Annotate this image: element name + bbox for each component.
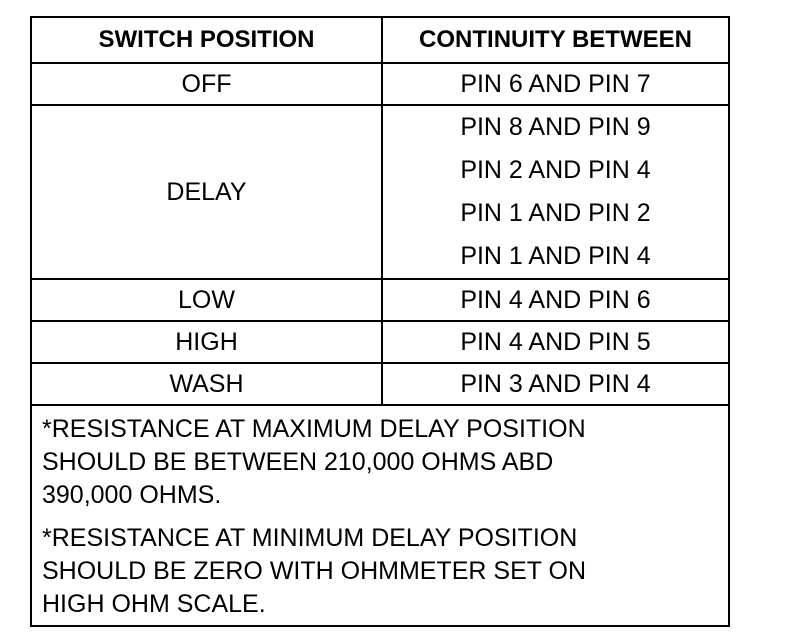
table-row (32, 279, 728, 321)
resistance-notes (32, 408, 728, 631)
table-row (32, 321, 728, 363)
continuity-cell: PIN 6 AND PIN 7 (382, 63, 728, 105)
table-row (32, 63, 728, 105)
switch-position-cell: WASH (32, 363, 382, 405)
continuity-item: PIN 1 AND PIN 2 (460, 199, 651, 227)
continuity-cell: PIN 3 AND PIN 4 (382, 363, 728, 405)
note-line: *RESISTANCE AT MINIMUM DELAY POSITION (42, 524, 578, 552)
table-row (32, 363, 728, 405)
table-row (32, 105, 728, 279)
continuity-item: PIN 1 AND PIN 4 (460, 242, 651, 270)
continuity-cell: PIN 4 AND PIN 6 (382, 279, 728, 321)
note-line: SHOULD BE BETWEEN 210,000 OHMS ABD (42, 448, 554, 476)
switch-position-cell: DELAY (32, 105, 382, 279)
continuity-item: PIN 8 AND PIN 9 (460, 113, 651, 141)
switch-position-cell: HIGH (32, 321, 382, 363)
table-header-row (32, 18, 728, 63)
continuity-cell: PIN 4 AND PIN 5 (382, 321, 728, 363)
note-line: 390,000 OHMS. (42, 481, 222, 509)
note-line: *RESISTANCE AT MAXIMUM DELAY POSITION (42, 415, 586, 443)
switch-position-cell: OFF (32, 63, 382, 105)
header-switch-position: SWITCH POSITION (32, 18, 382, 63)
continuity-table-frame (30, 16, 730, 627)
continuity-table (32, 18, 728, 406)
note-line: HIGH OHM SCALE. (42, 590, 266, 618)
switch-position-cell: LOW (32, 279, 382, 321)
continuity-cell (382, 105, 728, 279)
note-minimum-delay (42, 522, 718, 621)
continuity-list (383, 106, 728, 278)
note-maximum-delay (42, 413, 718, 512)
header-continuity-between: CONTINUITY BETWEEN (382, 18, 728, 63)
note-line: SHOULD BE ZERO WITH OHMMETER SET ON (42, 557, 587, 585)
continuity-item: PIN 2 AND PIN 4 (460, 156, 651, 184)
